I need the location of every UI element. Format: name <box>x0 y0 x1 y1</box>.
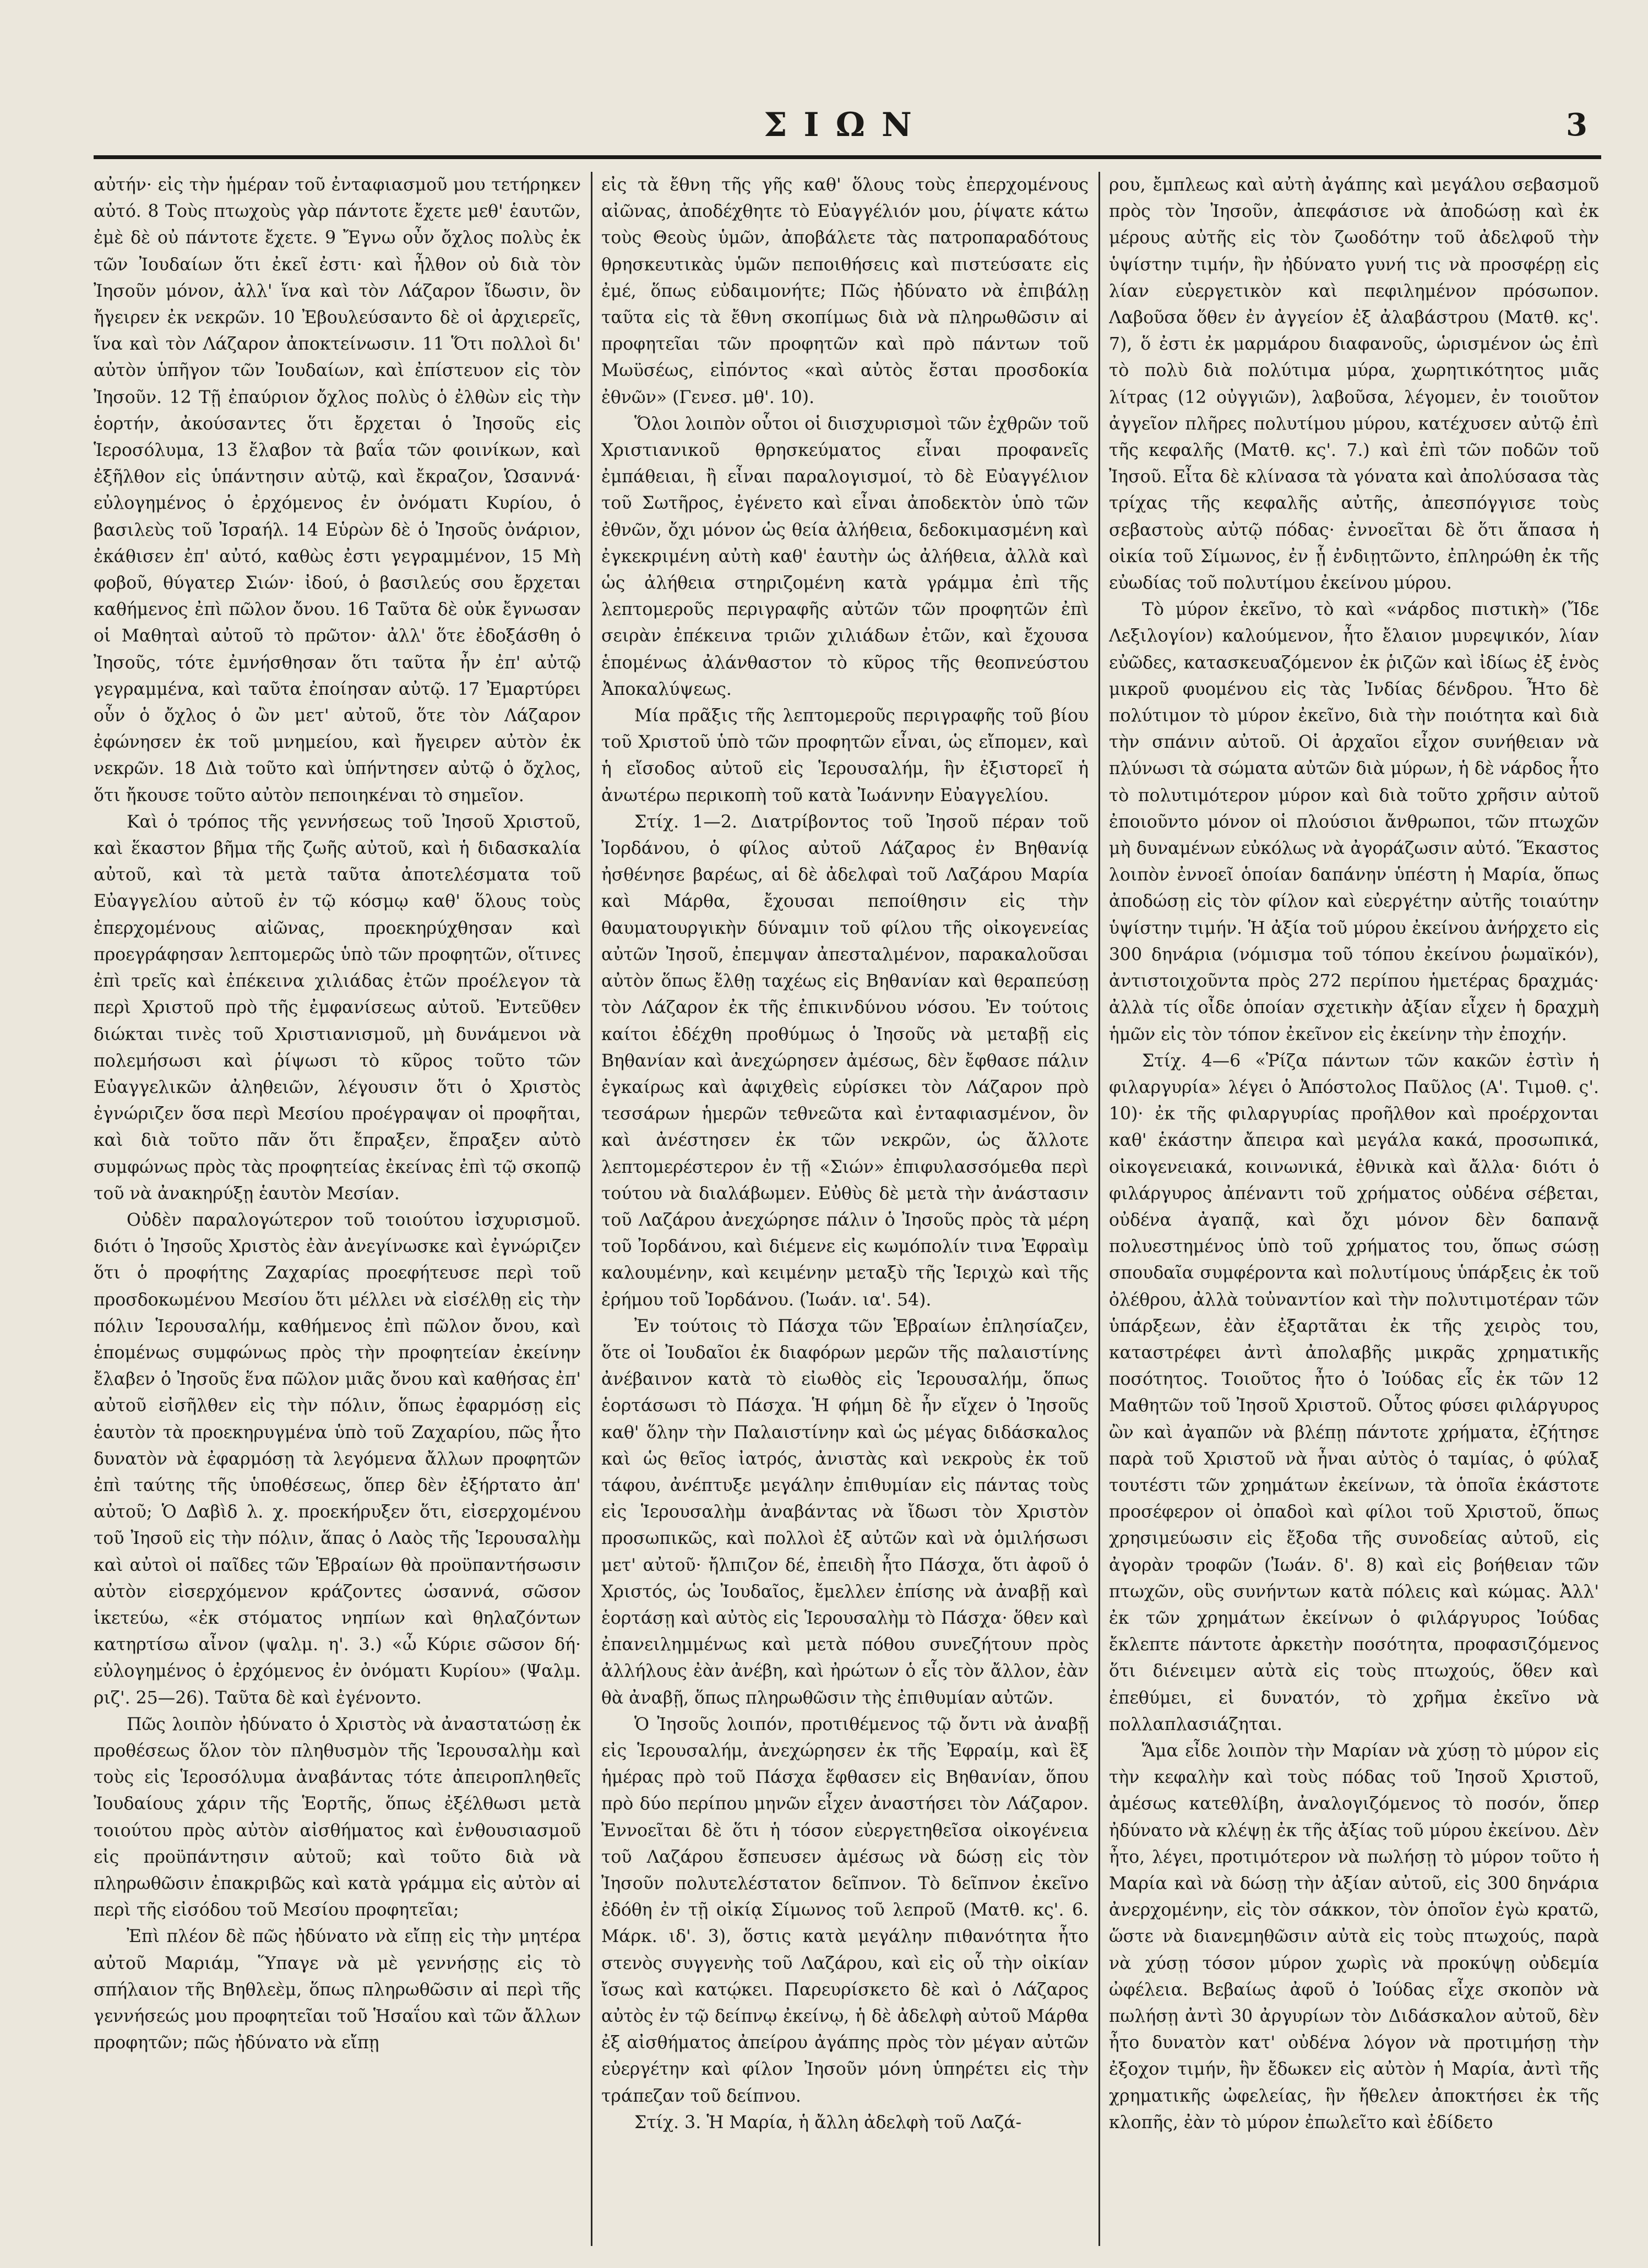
column-1 <box>94 172 581 2246</box>
paragraph: Ἐν τούτοις τὸ Πάσχα τῶν Ἑβραίων ἐπλησίαζεν, ὅτε οἱ Ἰουδαῖοι ἐκ διαφόρων μερῶν τῆς παλαιστίνης ἀνέβαινον κατὰ τὸ εἰωθὸς εἰς Ἱερουσαλήμ, ὅπως ἑορτάσωσι τὸ Πάσχα. Ἡ φήμη δὲ ἦν εἴχεν ὁ Ἰησοῦς καθ' ὅλην τὴν Παλαιστίνην καὶ ὡς μέγας διδάσκαλος καὶ ὡς θεῖος ἰατρός, ἀνιστὰς καὶ νεκροὺς ἐκ τοῦ τάφου, ἀνέπτυξε μεγάλην ἐπιθυμίαν εἰς πάντας τοὺς εἰς Ἱερουσαλὴμ ἀναβάντας νὰ ἴδωσι τὸν Χριστὸν προσωπικῶς, καὶ πολλοὶ ἐξ αὐτῶν καὶ νὰ ὁμιλήσωσι μετ' αὐτοῦ· ἤλπιζον δέ, ἐπειδὴ ἦτο Πάσχα, ὅτι ἀφοῦ ὁ Χριστός, ὡς Ἰουδαῖος, ἔμελλεν ἐπίσης νὰ ἀναβῇ καὶ ἑορτάσῃ καὶ αὐτὸς εἰς Ἱερουσαλὴμ τὸ Πάσχα· ὅθεν καὶ ἐπανειλημμένως καὶ μετὰ πόθου συνεζήτουν πρὸς ἀλλήλους ἐὰν ἀνέβη, καὶ ἠρώτων ὁ εἷς τὸν ἄλλον, ἐὰν θὰ ἀναβῇ, ὅπως πληρωθῶσιν τὴς ἐπιθυμίαν αὐτῶν. <box>601 1316 1089 1708</box>
header-rule <box>94 155 1601 159</box>
paragraph: Πῶς λοιπὸν ἠδύνατο ὁ Χριστὸς νὰ ἀναστατώσῃ ἐκ προθέσεως ὅλον τὸν πληθυσμὸν τῆς Ἱερουσαλὴμ καὶ τοὺς εἰς Ἱεροσόλυμα ἀναβάντας τότε ἀπειροπληθεῖς Ἰουδαίους χάριν τῆς Ἑορτῆς, ὅπως ἐξέλθωσι μετὰ τοιούτου πρὸς αὐτὸν αἰσθήματος καὶ ἐνθουσιασμοῦ εἰς προϋπάντησιν αὐτοῦ; καὶ τοῦτο διὰ νὰ πληρωθῶσιν ἐπακριβῶς καὶ κατὰ γράμμα εἰς αὐτὸν αἱ περὶ τῆς εἰσόδου τοῦ Μεσίου προφητεῖαι; <box>94 1714 581 1921</box>
paragraph: Ὅλοι λοιπὸν οὗτοι οἱ διισχυρισμοὶ τῶν ἐχθρῶν τοῦ Χριστιανικοῦ θρησκεύματος εἶναι προφανεῖς ἐμπάθειαι, ἢ εἶναι παραλογισμοί, τὸ δὲ Εὐαγγέλιον τοῦ Σωτῆρος, ἐγένετο καὶ εἶναι ἀποδεκτὸν ὑπὸ τῶν ἐθνῶν, ὄχι μόνον ὡς θεία ἀλήθεια, δεδοκιμασμένη καὶ ἐγκεκριμένη αὐτὴ καθ' ἑαυτὴν ὡς ἀλήθεια, ἀλλὰ καὶ ὡς ἀλήθεια στηριζομένη κατὰ γράμμα ἐπὶ τῆς λεπτομεροῦς περιγραφῆς αὐτῶν τῶν προφητῶν ἐπὶ σειρὰν ἐπέκεινα τριῶν χιλιάδων ἐτῶν, καὶ ἔχουσα ἑπομένως ἀλάνθαστον τὸ κῦρος τῆς θεοπνεύστου Ἀποκαλύψεως. <box>601 414 1089 699</box>
paragraph: Ἅμα εἶδε λοιπὸν τὴν Μαρίαν νὰ χύσῃ τὸ μύρον εἰς τὴν κεφαλὴν καὶ τοὺς πόδας τοῦ Ἰησοῦ Χριστοῦ, ἀμέσως κατεθλίβη, ἀναλογιζόμενος τὸ ποσόν, ὅπερ ἠδύνατο νὰ κλέψῃ ἐκ τῆς ἀξίας τοῦ μύρου ἐκείνου. Δὲν ἦτο, λέγει, προτιμότερον νὰ πωλήσῃ τὸ μύρον τοῦτο ἡ Μαρία καὶ νὰ δώσῃ τὴν ἀξίαν αὐτοῦ, εἰς 300 δηνάρια ἀνερχομένην, εἰς τὸν σάκκον, τὸν ὁποῖον ἐγὼ κρατῶ, ὥστε νὰ διανεμηθῶσιν αὐτὰ εἰς τοὺς πτωχούς, παρὰ νὰ χύσῃ τόσον μύρον χωρὶς νὰ προκύψῃ οὐδεμία ὠφέλεια. Βεβαίως ἀφοῦ ὁ Ἰούδας εἶχε σκοπὸν νὰ πωλήσῃ ἀντὶ 30 ἀργυρίων τὸν Διδάσκαλον αὐτοῦ, δὲν ἦτο δυνατὸν κατ' οὐδένα λόγον νὰ προτιμήσῃ τὴν ἐξοχον τιμήν, ἣν ἔδωκεν εἰς αὐτὸν ἡ Μαρία, ἀντὶ τῆς χρηματικῆς ὠφελείας, ἣν ἤθελεν ἀποκτήσει ἐκ τῆς κλοπῆς, ἐὰν τὸ μύρον ἐπωλεῖτο καὶ ἐδίδετο <box>1109 1741 1599 2133</box>
paragraph: Μία πρᾶξις τῆς λεπτομεροῦς περιγραφῆς τοῦ βίου τοῦ Χριστοῦ ὑπὸ τῶν προφητῶν εἶναι, ὡς εἴπομεν, καὶ ἡ εἴσοδος αὐτοῦ εἰς Ἱερουσαλήμ, ἣν ἐξιστορεῖ ἡ ἀνωτέρω περικοπὴ τοῦ κατὰ Ἰωάννην Εὐαγγελίου. <box>601 706 1089 806</box>
paragraph: Καὶ ὁ τρόπος τῆς γεννήσεως τοῦ Ἰησοῦ Χριστοῦ, καὶ ἕκαστον βῆμα τῆς ζωῆς αὐτοῦ, καὶ ἡ διδασκαλία αὐτοῦ, καὶ τὰ μετὰ ταῦτα ἀποτελέσματα τοῦ Εὐαγγελίου αὐτοῦ ἐν τῷ κόσμῳ καθ' ὅλους τοὺς ἐπερχομένους αἰῶνας, προεκηρύχθησαν καὶ προεγράφησαν λεπτομερῶς ὑπὸ τῶν προφητῶν, οἵτινες ἐπὶ τρεῖς καὶ ἐπέκεινα χιλιάδας ἐτῶν προέλεγον τὰ περὶ Χριστοῦ πρὸ τῆς ἐμφανίσεως αὐτοῦ. Ἐντεῦθεν διώκται τινὲς τοῦ Χριστιανισμοῦ, μὴ δυνάμενοι νὰ πολεμήσωσι καὶ ῥίψωσι τὸ κῦρος τοῦτο τῶν Εὐαγγελικῶν ἀληθειῶν, λέγουσιν ὅτι ὁ Χριστὸς ἐγνώριζεν ὅσα περὶ Μεσίου προέγραψαν οἱ προφῆται, καὶ διὰ τοῦτο πᾶν ὅτι ἔπραξεν, ἔπραξεν αὐτὸ συμφώνως πρὸς τὰς προφητείας ἐκείνας ἐπὶ τῷ σκοπῷ τοῦ νὰ ἀνακηρύξῃ ἑαυτὸν Μεσίαν. <box>94 812 581 1204</box>
paragraph: Στίχ. 3. Ἡ Μαρία, ἡ ἄλλη ἀδελφὴ τοῦ Λαζά- <box>634 2112 1022 2133</box>
column-divider <box>1098 172 1100 2246</box>
paragraph: Στίχ. 4—6 «Ῥίζα πάντων τῶν κακῶν ἐστὶν ἡ φιλαργυρία» λέγει ὁ Ἀπόστολος Παῦλος (Α'. Τιμοθ. ς'. 10)· ἐκ τῆς φιλαργυρίας προῆλθον καὶ προέρχονται καθ' ἑκάστην ἄπειρα καὶ μεγάλα κακά, προσωπικά, οἰκογενειακά, κοινωνικά, ἐθνικὰ καὶ ἄλλα· διότι ὁ φιλάργυρος ἀπέναντι τοῦ χρήματος οὐδένα σέβεται, οὐδένα ἀγαπᾷ, καὶ ὄχι μόνον δὲν δαπανᾷ πολυεστημένος ὑπὸ τοῦ χρήματος του, ὅπως σώσῃ σπουδαῖα συμφέροντα καὶ πολυτίμους ὑπάρξεις ἐκ τοῦ ὀλέθρου, ἀλλὰ τοὐναντίον καὶ τὴν πολυτιμοτέραν τῶν ὑπάρξεων, ἐὰν ἐξαρτᾶται ἐκ τῆς χειρὸς του, καταστρέφει ἀντὶ ἀπολαβῆς μικρᾶς χρηματικῆς ποσότητος. Τοιοῦτος ἦτο ὁ Ἰούδας εἷς ἐκ τῶν 12 Μαθητῶν τοῦ Ἰησοῦ Χριστοῦ. Οὗτος φύσει φιλάργυρος ὢν καὶ ἀγαπῶν νὰ βλέπῃ πάντοτε χρήματα, ἐζήτησε παρὰ τοῦ Χριστοῦ νὰ ἦναι αὐτὸς ὁ ταμίας, ὁ φύλαξ τουτέστι τῶν χρημάτων ἐκείνων, τὰ ὁποῖα ἑκάστοτε προσέφερον οἱ ὀπαδοὶ καὶ φίλοι τοῦ Χριστοῦ, ὅπως χρησιμεύωσιν εἰς ἔξοδα τῆς συνοδείας αὐτοῦ, εἰς ἀγορὰν τροφῶν (Ἰωάν. δ'. 8) καὶ εἰς βοήθειαν τῶν πτωχῶν, οὓς συνήντων κατὰ πόλεις καὶ κώμας. Ἀλλ' ἐκ τῶν χρημάτων ἐκείνων ὁ φιλάργυρος Ἰούδας ἔκλεπτε πάντοτε ἀρκετὴν ποσότητα, προφασιζόμενος ὅτι διένειμεν αὐτὰ εἰς τοὺς πτωχούς, ὅθεν καὶ ἐπεθύμει, εἰ δυνατόν, τὸ χρῆμα ἐκεῖνο νὰ πολλαπλασιάζηται. <box>1109 1051 1599 1734</box>
paragraph: Τὸ μύρον ἐκεῖνο, τὸ καὶ «νάρδος πιστικὴ» (Ἴδε Λεξιλογίον) καλούμενον, ἦτο ἔλαιον μυρεψικόν, λίαν εὐῶδες, κατασκευαζόμενον ἐκ ῥιζῶν καὶ ἰδίως ἐξ ἑνὸς μικροῦ φυομένου εἰς τὰς Ἰνδίας δένδρου. Ἦτο δὲ πολύτιμον τὸ μύρον ἐκεῖνο, διὰ τὴν ποιότητα καὶ διὰ τὴν σπάνιν αὐτοῦ. Οἱ ἀρχαῖοι εἶχον συνήθειαν νὰ πλύνωσι τὰ σώματα αὐτῶν διὰ μύρων, ἡ δὲ νάρδος ἦτο τὸ πολυτιμότερον μύρον καὶ διὰ τοῦτο χρῆσιν αὐτοῦ ἐποιοῦντο μόνον οἱ πλούσιοι ἄνθρωποι, τῶν πτωχῶν μὴ δυναμένων εὐκόλως νὰ ἀγοράζωσιν αὐτό. Ἕκαστος λοιπὸν ἐννοεῖ ὁποίαν δαπάνην ὑπέστη ἡ Μαρία, ὅπως ἀποδώσῃ εἰς τὸν φίλον καὶ εὐεργέτην αὐτῆς τοιαύτην ὑψίστην τιμήν. Ἡ ἀξία τοῦ μύρου ἐκείνου ἀνήρχετο εἰς 300 δηνάρια (νόμισμα τοῦ τόπου ἐκείνου ῥωμαϊκόν), ἀντιστοιχοῦντα πρὸς 272 περίπου ἡμετέρας δραχμάς· ἀλλὰ τίς οἶδε ὁποίαν σχετικὴν ἀξίαν εἶχεν ἡ δραχμὴ ἡμῶν εἰς τὸν τόπον ἐκεῖνον εἰς ἐκείνην τὴν ἐποχήν. <box>1109 600 1599 1045</box>
column-2 <box>601 172 1089 2246</box>
paragraph: Ὁ Ἰησοῦς λοιπόν, προτιθέμενος τῷ ὄντι νὰ ἀναβῇ εἰς Ἱερουσαλήμ, ἀνεχώρησεν ἐκ τῆς Ἐφραίμ, καὶ ἓξ ἡμέρας πρὸ τοῦ Πάσχα ἔφθασεν εἰς Βηθανίαν, ὅπου πρὸ δύο περίπου μηνῶν εἶχεν ἀναστήσει τὸν Λάζαρον. Ἐννοεῖται δὲ ὅτι ἡ τόσον εὐεργετηθεῖσα οἰκογένεια τοῦ Λαζάρου ἔσπευσεν ἀμέσως νὰ δώσῃ εἰς τὸν Ἰησοῦν πολυτελέστατον δεῖπνον. Τὸ δεῖπνον ἐκεῖνο ἐδόθη ἐν τῇ οἰκίᾳ Σίμωνος τοῦ λεπροῦ (Ματθ. κς'. 6. Μάρκ. ιδ'. 3), ὅστις κατὰ μεγάλην πιθανότητα ἦτο στενὸς συγγενὴς τοῦ Λαζάρου, καὶ εἰς οὗ τὴν οἰκίαν ἴσως καὶ κατῴκει. Παρευρίσκετο δὲ καὶ ὁ Λάζαρος αὐτὸς ἐν τῷ δείπνῳ ἐκείνῳ, ἡ δὲ ἀδελφὴ αὐτοῦ Μάρθα ἐξ αἰσθήματος ἀπείρου ἀγάπης πρὸς τὸν μέγαν αὐτῶν εὐεργέτην καὶ φίλον Ἰησοῦν μόνη ὑπηρέτει εἰς τὴν τράπεζαν τοῦ δείπνου. <box>601 1714 1089 2106</box>
paragraph: ρου, ἔμπλεως καὶ αὐτὴ ἀγάπης καὶ μεγάλου σεβασμοῦ πρὸς τὸν Ἰησοῦν, ἀπεφάσισε νὰ ἀποδώσῃ καὶ ἐκ μέρους αὐτῆς εἰς τὸν ζωοδότην τοῦ ἀδελφοῦ τὴν ὑψίστην τιμήν, ἣν ἠδύνατο γυνή τις νὰ προσφέρῃ εἰς λίαν εὐεργετικὸν καὶ πεφιλημένον πρόσωπον. Λαβοῦσα ὅθεν ἐν ἀγγείον ἐξ ἀλαβάστρου (Ματθ. κς'. 7), ὅ ἐστι ἐκ μαρμάρου διαφανοῦς, ὡρισμένον ὡς ἐπὶ τὸ πολὺ διὰ πολύτιμα μύρα, χωρητικότητος μιᾶς λίτρας (12 οὐγγιῶν), λαβοῦσα, λέγομεν, ἐν τοιοῦτον ἀγγεῖον πλῆρες πολυτίμου μύρου, κατέχυσεν αὐτῷ ἐπὶ τῆς κεφαλῆς (Ματθ. κς'. 7.) καὶ ἐπὶ τῶν ποδῶν τοῦ Ἰησοῦ. Εἶτα δὲ κλίνασα τὰ γόνατα καὶ ἀπολύσασα τὰς τρίχας τῆς κεφαλῆς αὐτῆς, ἀπεσπόγγισε τοὺς σεβαστοὺς αὐτῷ πόδας· ἐννοεῖται δὲ ὅτι ἅπασα ἡ οἰκία τοῦ Σίμωνος, ἐν ᾗ ἐνδιῃτῶντο, ἐπληρώθη ἐκ τῆς εὐωδίας τοῦ πολυτίμου ἐκείνου μύρου. <box>1109 175 1599 594</box>
paragraph: Στίχ. 1—2. Διατρίβοντος τοῦ Ἰησοῦ πέραν τοῦ Ἰορδάνου, ὁ φίλος αὐτοῦ Λάζαρος ἐν Βηθανίᾳ ἠσθένησε βαρέως, αἱ δὲ ἀδελφαὶ τοῦ Λαζάρου Μαρία καὶ Μάρθα, ἔχουσαι πεποίθησιν εἰς τὴν θαυματουργικὴν δύναμιν τοῦ φίλου τῆς οἰκογενείας αὐτῶν Ἰησοῦ, ἐπεμψαν ἀπεσταλμένον, παρακαλοῦσαι αὐτὸν ὅπως ἔλθῃ ταχέως εἰς Βηθανίαν καὶ θεραπεύσῃ τὸν Λάζαρον ἐκ τῆς ἐπικινδύνου νόσου. Ἐν τούτοις καίτοι ἐδέχθη προθύμως ὁ Ἰησοῦς νὰ μεταβῇ εἰς Βηθανίαν καὶ ἀνεχώρησεν ἀμέσως, δὲν ἔφθασε πάλιν ἐγκαίρως καὶ ἀφιχθεὶς εὑρίσκει τὸν Λάζαρον πρὸ τεσσάρων ἡμερῶν τεθνεῶτα καὶ ἐνταφιασμένον, ὃν καὶ ἀνέστησεν ἐκ τῶν νεκρῶν, ὡς ἄλλοτε λεπτομερέστερον ἐν τῇ «Σιών» ἐπιφυλασσόμεθα περὶ τούτου νὰ διαλάβωμεν. Εὐθὺς δὲ μετὰ τὴν ἀνάστασιν τοῦ Λαζάρου ἀνεχώρησε πάλιν ὁ Ἰησοῦς πρὸς τὰ μέρη τοῦ Ἰορδάνου, καὶ διέμενε εἰς κωμόπολίν τινα Ἐφραὶμ καλουμένην, καὶ κειμένην μεταξὺ τῆς Ἱεριχὼ καὶ τῆς ἐρήμου τοῦ Ἰορδάνου. (Ἰωάν. ια'. 54). <box>601 812 1089 1310</box>
paragraph: Οὐδὲν παραλογώτερον τοῦ τοιούτου ἰσχυρισμοῦ. διότι ὁ Ἰησοῦς Χριστὸς ἐὰν ἀνεγίνωσκε καὶ ἐγνώριζεν ὅτι ὁ προφήτης Ζαχαρίας προεφήτευσε περὶ τοῦ προσδοκωμένου Μεσίου ὅτι μέλλει νὰ εἰσέλθῃ εἰς τὴν πόλιν Ἱερουσαλήμ, καθήμενος ἐπὶ πῶλον ὄνου, καὶ ἑπομένως συμφώνως πρὸς τὴν προφητείαν ἐκείνην ἔλαβεν ὁ Ἰησοῦς ἕνα πῶλον μιᾶς ὄνου καὶ καθήσας ἐπ' αὐτοῦ εἰσῆλθεν εἰς τὴν πόλιν, ὅπως ἐφαρμόσῃ εἰς ἑαυτὸν τὰ προεκηρυγμένα ὑπὸ τοῦ Ζαχαρίου, πῶς ἦτο δυνατὸν νὰ ἐφαρμόσῃ τὰ λεγόμενα ἄλλων προφητῶν ἐπὶ ταύτης τῆς ὑποθέσεως, ὅπερ δὲν ἐξήρτατο ἀπ' αὐτοῦ; Ὁ Δαβὶδ λ. χ. προεκήρυξεν ὅτι, εἰσερχομένου τοῦ Ἰησοῦ εἰς τὴν πόλιν, ἅπας ὁ Λαὸς τῆς Ἱερουσαλὴμ καὶ αὐτοὶ οἱ παῖδες τῶν Ἑβραίων θὰ προϋπαντήσωσιν αὐτὸν εἰσερχόμενον κράζοντες ὡσαννά, σῶσον ἱκετεύω, «ἐκ στόματος νηπίων καὶ θηλαζόντων κατηρτίσω αἶνον (ψαλμ. η'. 3.) «ὦ Κύριε σῶσον δή· εὐλογημένος ὁ ἐρχόμενος ἐν ὀνόματι Κυρίου» (Ψαλμ. ριζ'. 25—26). Ταῦτα δὲ καὶ ἐγένοντο. <box>94 1210 581 1708</box>
page-number: 3 <box>1566 107 1587 143</box>
page-header <box>94 99 1598 149</box>
paragraph: εἰς τὰ ἔθνη τῆς γῆς καθ' ὅλους τοὺς ἐπερχομένους αἰῶνας, ἀποδέχθητε τὸ Εὐαγγέλιόν μου, ῥίψατε κάτω τοὺς Θεοὺς ὑμῶν, ἀποβάλετε τὰς πατροπαραδότους θρησκευτικὰς ὑμῶν πεποιθήσεις καὶ πιστεύσατε εἰς ἐμέ, ὅπως εὐδαιμονήτε; Πῶς ἠδύνατο νὰ ἐπιβάλῃ ταῦτα εἰς τὰ ἔθνη σκοπίμως διὰ νὰ πληρωθῶσιν αἱ προφητεῖαι τῶν προφητῶν καὶ πρὸ πάντων τοῦ Μωϋσέως, εἰπόντος «καὶ αὐτὸς ἔσται προσδοκία ἐθνῶν» (Γενεσ. μθ'. 10). <box>601 175 1089 407</box>
text-columns <box>94 172 1601 2246</box>
column-divider <box>591 172 592 2246</box>
paragraph: αὐτήν· εἰς τὴν ἡμέραν τοῦ ἐνταφιασμοῦ μου τετήρηκεν αὐτό. 8 Τοὺς πτωχοὺς γὰρ πάντοτε ἔχετε μεθ' ἑαυτῶν, ἐμὲ δὲ οὐ πάντοτε ἔχετε. 9 Ἔγνω οὖν ὄχλος πολὺς ἐκ τῶν Ἰουδαίων ὅτι ἐκεῖ ἐστι· καὶ ἦλθον οὐ διὰ τὸν Ἰησοῦν μόνον, ἀλλ' ἵνα καὶ τὸν Λάζαρον ἴδωσιν, ὃν ἤγειρεν ἐκ νεκρῶν. 10 Ἐβουλεύσαντο δὲ οἱ ἀρχιερεῖς, ἵνα καὶ τὸν Λάζαρον ἀποκτείνωσιν. 11 Ὅτι πολλοὶ δι' αὐτὸν ὑπῆγον τῶν Ἰουδαίων, καὶ ἐπίστευον εἰς τὸν Ἰησοῦν. 12 Τῇ ἐπαύριον ὄχλος πολὺς ὁ ἐλθὼν εἰς τὴν ἑορτήν, ἀκούσαντες ὅτι ἔρχεται ὁ Ἰησοῦς εἰς Ἱεροσόλυμα, 13 ἔλαβον τὰ βαΐα τῶν φοινίκων, καὶ ἐξῆλθον εἰς ὑπάντησιν αὐτῷ, καὶ ἔκραζον, Ὡσαννά· εὐλογημένος ὁ ἐρχόμενος ἐν ὀνόματι Κυρίου, ὁ βασιλεὺς τοῦ Ἰσραήλ. 14 Εὑρὼν δὲ ὁ Ἰησοῦς ὀνάριον, ἐκάθισεν ἐπ' αὐτό, καθὼς ἐστι γεγραμμένον, 15 Μὴ φοβοῦ, θύγατερ Σιών· ἰδού, ὁ βασιλεύς σου ἔρχεται καθήμενος ἐπὶ πῶλον ὄνου. 16 Ταῦτα δὲ οὐκ ἔγνωσαν οἱ Μαθηταὶ αὐτοῦ τὸ πρῶτον· ἀλλ' ὅτε ἐδοξάσθη ὁ Ἰησοῦς, τότε ἐμνήσθησαν ὅτι ταῦτα ἦν ἐπ' αὐτῷ γεγραμμένα, καὶ ταῦτα ἐποίησαν αὐτῷ. 17 Ἐμαρτύρει οὖν ὁ ὄχλος ὁ ὢν μετ' αὐτοῦ, ὅτε τὸν Λάζαρον ἐφώνησεν ἐκ τοῦ μνημείου, καὶ ἤγειρεν αὐτὸν ἐκ νεκρῶν. 18 Διὰ τοῦτο καὶ ὑπήντησεν αὐτῷ ὁ ὄχλος, ὅτι ἤκουσε τοῦτο αὐτὸν πεποιηκέναι τὸ σημεῖον. <box>94 175 581 806</box>
paragraph: Ἐπὶ πλέον δὲ πῶς ἠδύνατο νὰ εἴπῃ εἰς τὴν μητέρα αὐτοῦ Μαριάμ, Ὕπαγε νὰ μὲ γεννήσῃς εἰς τὸ σπήλαιον τῆς Βηθλεὲμ, ὅπως πληρωθῶσιν αἱ περὶ τῆς γεννήσεώς μου προφητεῖαι τοῦ Ἡσαΐου καὶ τῶν ἄλλων προφητῶν; πῶς ἠδύνατο νὰ εἴπῃ <box>94 1927 581 2053</box>
newspaper-title: ΣΙΩΝ <box>764 106 928 144</box>
column-3 <box>1109 172 1599 2246</box>
